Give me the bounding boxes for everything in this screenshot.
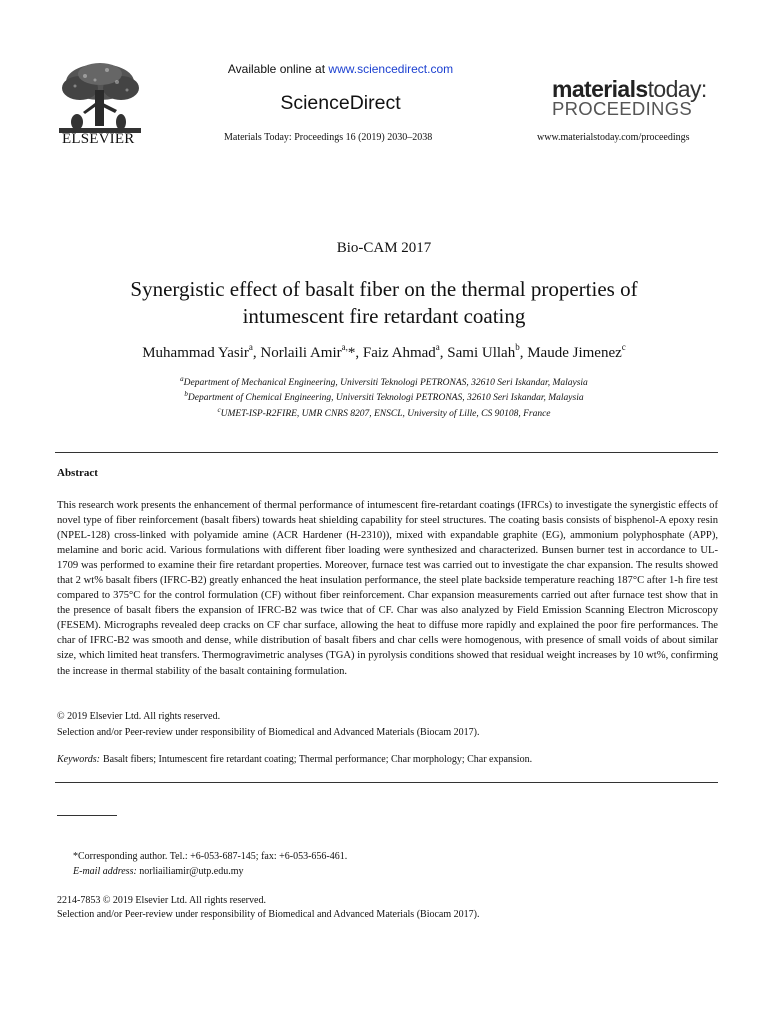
email-label: E-mail address:: [73, 866, 137, 877]
author: Faiz Ahmad$^a$,: [362, 342, 448, 361]
affiliation: $^b$Department of Chemical Engineering, Universiti Teknologi PETRONAS, 32610 Seri Iskandar, Malaysia: [184, 390, 584, 403]
journal-citation: Materials Today: Proceedings 16 (2019) 2030–2038: [224, 132, 433, 143]
elsevier-wordmark: ELSEVIER: [62, 131, 135, 147]
conference-name: Bio-CAM 2017: [336, 240, 432, 256]
journal-url: www.materialstoday.com/proceedings: [537, 132, 690, 143]
affiliation: $^c$UMET-ISP-R2FIRE, UMR CNRS 8207, ENSCL, University of Lille, CS 90108, France: [217, 406, 551, 419]
keywords: [57, 754, 532, 765]
author: Muhammad Yasir$^a$,: [142, 342, 261, 361]
email-address[interactable]: norliailiamir@utp.edu.my: [139, 866, 244, 877]
affiliation: $^a$Department of Mechanical Engineering, Universiti Teknologi PETRONAS, 32610 Seri Iskandar, Malaysia: [180, 375, 588, 388]
paper-title: [60, 276, 708, 330]
footnote-rule: [57, 815, 117, 816]
author-list: [0, 342, 768, 362]
materials-today-logo: [552, 78, 714, 118]
abstract-text: This research work presents the enhancement of thermal performance of intumescent fire-retardant coatings (IFRCs) to investigate the synergistic effects of novel type of fiber reinforcement (basalt fibers) towards heat shielding capability for steel structures. The coating basis consists of bisphenol-A epoxy resin (NPEL-128) cross-linked with polyamide amine (ACR Hardener (H-2310)), mixed with expandable graphite (EG), ammonium polyphosphate (APP), melamine and boric acid. Various formulations with different fiber loading were synthesized and characterized. Bunsen burner test in accordance to UL-1709 was performed to examine their fire retardant properties. Moreover, furnace test was carried out to investigate the char expansion. The results showed that 2 wt% basalt fibers (IFRC-B2) greatly enhanced the heat insulation performance, the steel plate backside temperature reaching 187°C after 1-h fire test compared to 375°C for the control formulation (CF) without fiber reinforcement. Char expansion measurements carried out after furnace test show that in the presence of basalt fibers the expansion of IFRC-B2 was twice that of CF. Char was also analyzed by Field Emission Scanning Electron Microscopy (FESEM). Micrographs revealed deep cracks on CF char surface, allowing the heat to diffuse more rapidly and explained the poor fire performances. The char of IFRC-B2 was smooth and dense, while distribution of basalt fibers and char cells were homogenous, with presence of small voids of about similar size, which limited heat transfers. Thermogravimetric analyses (TGA) in pyrolysis conditions showed that residual weight increases by 10 wt%, confirming the increase in thermal stability of the basalt containing formulation.: [57, 500, 718, 677]
author: Norlaili Amir$^{a,}$*,: [260, 342, 363, 361]
keywords-text: Basalt fibers; Intumescent fire retardant coating; Thermal performance; Char morphology; Char expansion.: [102, 754, 533, 765]
corresponding-author: *Corresponding author. Tel.: +6-053-687-145; fax: +6-053-656-461.: [73, 851, 348, 862]
footer-selection: Selection and/or Peer-review under responsibility of Biomedical and Advanced Materials (Biocam 2017).: [57, 909, 480, 920]
author: Maude Jimenez$^c$: [527, 342, 626, 361]
abstract-selection: Selection and/or Peer-review under responsibility of Biomedical and Advanced Materials (Biocam 2017).: [57, 727, 480, 738]
sciencedirect-link[interactable]: www.sciencedirect.com: [328, 62, 454, 76]
issn-line: 2214-7853 © 2019 Elsevier Ltd. All rights reserved.: [57, 895, 266, 906]
keywords-label: Keywords:: [57, 754, 100, 765]
journal-logo-top: materialstoday:: [552, 76, 707, 102]
journal-logo-bottom: PROCEEDINGS: [552, 98, 693, 119]
abstract-heading: Abstract: [57, 467, 98, 479]
email-line: [73, 866, 244, 877]
title-line-2: intumescent fire retardant coating: [242, 304, 526, 328]
abstract-copyright: © 2019 Elsevier Ltd. All rights reserved.: [57, 711, 221, 722]
divider: [55, 452, 718, 453]
divider: [55, 782, 718, 783]
title-line-1: Synergistic effect of basalt fiber on the thermal properties of: [130, 277, 638, 301]
author: Sami Ullah$^b$,: [447, 342, 528, 361]
available-prefix: Available online at: [227, 62, 329, 76]
available-online: [0, 62, 681, 76]
platform-name: ScienceDirect: [280, 92, 401, 114]
